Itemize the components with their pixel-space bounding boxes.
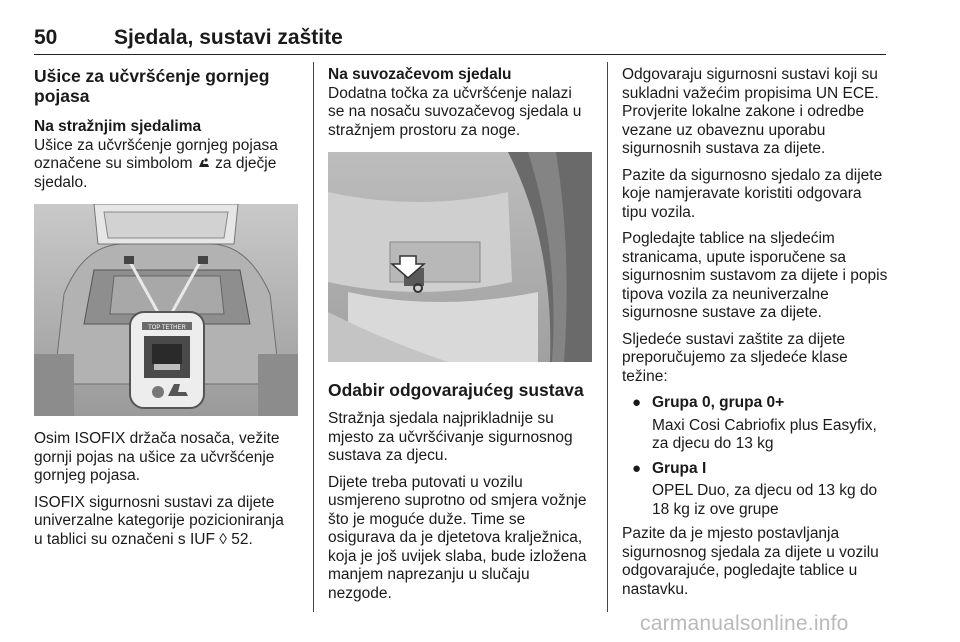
page-ref-icon: ◊ bbox=[219, 530, 227, 548]
isofix-paragraph: Osim ISOFIX držača nosača, vežite gornji pojas na ušice za učvršćenje gornjeg pojasa. bbox=[34, 430, 280, 484]
passenger-seat-paragraph bbox=[328, 66, 591, 140]
intro-text: Ušice za učvršćenje gornjeg pojasa označene su simbolom bbox=[34, 136, 278, 172]
column-middle bbox=[328, 66, 591, 611]
bullet-text: OPEL Duo, za djecu od 13 kg do 18 kg iz ove grupe bbox=[652, 482, 878, 518]
intro-paragraph bbox=[34, 118, 296, 192]
weight-classes-paragraph: Sljedeće sustavi zaštite za dijete preporučujemo za sljedeće klase težine: bbox=[622, 330, 848, 385]
rear-seats-paragraph: Stražnja sjedala najprikladnije su mjesto za učvršćivanje sigurnosnog sustava za djecu. bbox=[328, 410, 573, 464]
section-title-tether: Ušice za učvršćenje gornjeg pojasa bbox=[34, 66, 270, 106]
passenger-intro: Dodatna točka za učvršćenje nalazi se na nosaču suvozačevog sjedala u stražnjem prostoru za noge. bbox=[328, 84, 582, 139]
tables-paragraph: Pogledajte tablice na sljedećim stranicama, upute isporučene sa sigurnosnim sustavom za dijete i popis tipova vozila za neuniverzalne sigurnosne sustave za dijete. bbox=[622, 230, 888, 321]
watermark: carmanualsonline.info bbox=[640, 612, 849, 635]
rear-facing-paragraph: Dijete treba putovati u vozilu usmjereno suprotno od smjera vožnje što je moguće duže. Time se osigurava da je djetetova kralježnica, koja je još uvijek slaba, bude izložena manjem naprezanju u slučaju nezgode. bbox=[328, 473, 587, 602]
child-seat-icon bbox=[197, 157, 211, 169]
seat-anchor-illustration bbox=[328, 152, 592, 362]
page-ref-link[interactable]: 52. bbox=[231, 530, 253, 548]
subhead-passenger-seat: Na suvozačevom sjedalu bbox=[328, 66, 512, 83]
bullet-dot: ● bbox=[632, 459, 642, 477]
column-divider bbox=[313, 62, 314, 612]
chapter-title: Sjedala, sustavi zaštite bbox=[114, 26, 343, 49]
placement-paragraph: Pazite da je mjesto postavljanja sigurnosnog sjedala za dijete u vozilu odgovarajuće, pogledajte tablice u nastavku. bbox=[622, 525, 879, 598]
page-header bbox=[34, 24, 886, 55]
regulations-paragraph: Odgovaraju sigurnosni sustavi koji su sukladni važećim propisima UN ECE. Provjerite lokalne zakone i odredbe vezane uz obaveznu uporabu sigurnosnih sustava za dijete. bbox=[622, 66, 879, 157]
list-item bbox=[622, 394, 888, 454]
top-tether-label: TOP TETHER bbox=[148, 325, 186, 331]
column-divider bbox=[607, 62, 608, 612]
list-item bbox=[622, 460, 888, 520]
tether-anchor-photo bbox=[34, 204, 298, 416]
passenger-anchor-photo bbox=[328, 152, 592, 362]
column-left bbox=[34, 66, 296, 557]
bullet-dot: ● bbox=[632, 394, 642, 411]
vehicle-type-paragraph: Pazite da sigurnosno sjedalo za dijete koje namjeravate koristiti odgovara tipu vozila. bbox=[622, 166, 883, 221]
bullet-text: Maxi Cosi Cabriofix plus Easyfix, za djecu do 13 kg bbox=[652, 416, 877, 452]
intro-text-end: za dječje sjedalo. bbox=[34, 155, 277, 191]
bullet-title: Grupa 0, grupa 0+ bbox=[652, 394, 785, 411]
car-rear-illustration bbox=[34, 204, 298, 416]
subhead-rear-seats: Na stražnjim sjedalima bbox=[34, 118, 202, 135]
column-right bbox=[622, 66, 888, 607]
iuf-text: ISOFIX sigurnosni sustavi za dijete univerzalne kategorije pozicioniranja u tablici su označeni s IUF bbox=[34, 493, 284, 548]
bullet-title: Grupa I bbox=[652, 459, 707, 477]
section-title-selection: Odabir odgovarajućeg sustava bbox=[328, 380, 584, 400]
page-number: 50 bbox=[34, 26, 58, 49]
isofix-iuf-paragraph bbox=[34, 494, 296, 550]
